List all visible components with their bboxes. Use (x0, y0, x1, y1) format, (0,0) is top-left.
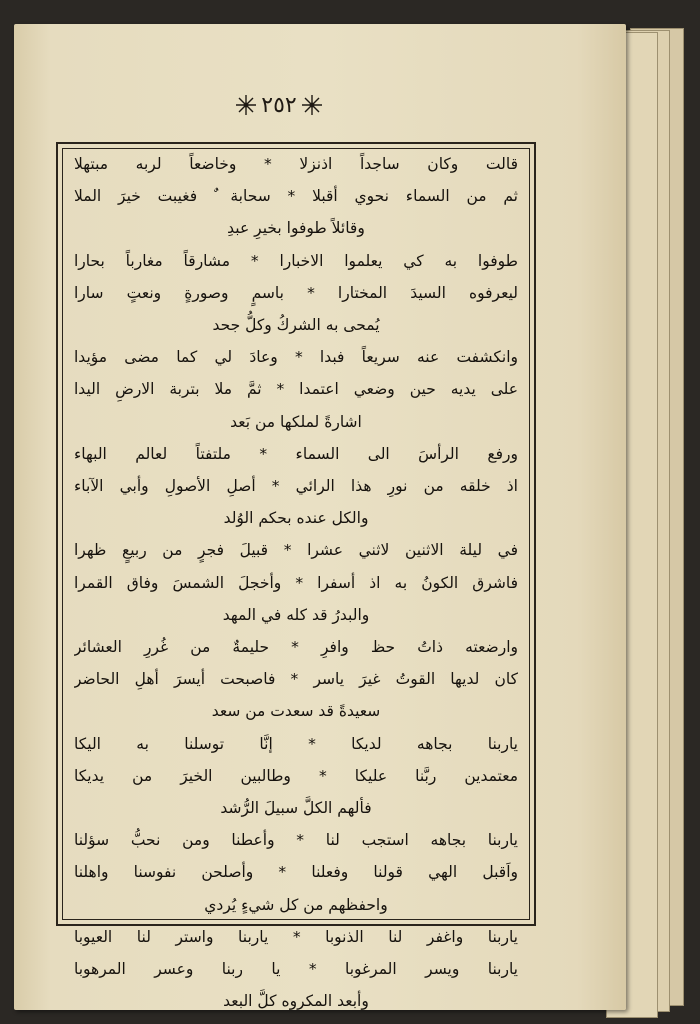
refrain-line: واحفظهم من كل شيءٍ يُردي (204, 895, 388, 914)
poem-text (74, 148, 518, 1011)
refrain-line: وأبعد المكروه كلَّ البعد (223, 992, 369, 1011)
verse-line: كان لديها القوتُ غيرَ ياسر * فاصبحت أيسرَ أهلِ الحاضر (74, 670, 518, 689)
verse-line: ياربنا واغفر لنا الذنوبا * ياربنا واستر لنا العيوبا (74, 927, 518, 946)
verse-line: ياربنا بجاهه استجب لنا * وأعطنا ومن نحبُّ سؤلنا (74, 831, 518, 850)
verse-line: واَقبل الهي قولنا وفعلنا * وأصلحن نفوسنا واهلنا (74, 863, 518, 882)
star-flourish-icon (301, 94, 323, 116)
verse-line: في ليلة الاثنين لاثني عشرا * قبيلَ فجرٍ من ربيعٍ ظهرا (74, 541, 518, 560)
verse-line: وانكشفت عنه سريعاً فبدا * وعادَ لي كما مضى مؤيدا (74, 348, 518, 367)
stanza (74, 728, 518, 825)
verse-line: اذ خلقه من نورِ هذا الرائي * أصلِ الأصولِ وأبي الآباء (74, 477, 518, 496)
stanza (74, 824, 518, 921)
stanza (74, 534, 518, 631)
verse-line: فاشرق الكونُ به اذ أسفرا * وأخجلَ الشمسَ وفاق القمرا (74, 573, 518, 592)
refrain-line: فألهم الكلَّ سبيلَ الرُّشد (220, 799, 372, 818)
refrain-line: وقائلاً طوفوا بخيرِ عبدِ (227, 219, 365, 238)
refrain-line: اشارةً لملكها من بَعد (230, 412, 362, 431)
stanza (74, 245, 518, 342)
stanza (74, 148, 518, 245)
verse-line: ياربنا ويسر المرغوبا * يا ربنا وعسر المرهوبا (74, 960, 518, 979)
verse-line: على يديه حين وضعي اعتمدا * ثمَّ ملا بتربة الارضِ اليدا (74, 380, 518, 399)
refrain-line: سعيدةً قد سعدت من سعد (211, 702, 381, 721)
stanza (74, 631, 518, 728)
page-header (214, 88, 344, 122)
verse-line: طوفوا به كي يعلموا الاخبارا * مشارقاً مغارباً بحارا (74, 251, 518, 270)
verse-line: قالت وكان ساجداً اذنزلا * وخاضعاً لربه مبتهلا (74, 155, 518, 173)
text-frame (56, 142, 536, 1011)
verse-line: ليعرفوه السيدَ المختارا * باسمٍ وصورةٍ ونعتٍ سارا (74, 283, 518, 302)
stanza (74, 341, 518, 438)
refrain-line: والبدرُ قد كله في المهد (222, 605, 370, 624)
stanza (74, 921, 518, 1018)
refrain-line: يُمحى به الشركُ وكلُّ جحد (212, 316, 380, 335)
verse-line: معتمدين ربَّنا عليكا * وطالبين الخيرَ من يديكا (74, 766, 518, 785)
verse-line: وارضعته ذاتُ حظ وافرِ * حليمةٌ من غُررِ العشائر (74, 638, 518, 657)
verse-line: ياربنا بجاهه لديكا * إنَّا توسلنا به اليكا (74, 734, 518, 753)
refrain-line: والكل عنده بحكم الوُلد (223, 509, 369, 528)
stanza (74, 438, 518, 535)
star-flourish-icon (235, 94, 257, 116)
book-page (14, 24, 626, 1010)
verse-line: ورفع الرأسَ الى السماء * ملتفتاً لعالم البهاء (74, 444, 518, 463)
page-number: ٢٥٢ (261, 92, 297, 118)
verse-line: ثم من السماء نحوي أقبلا * سحابة ٌ فغيبت خيرَ الملا (74, 187, 518, 206)
